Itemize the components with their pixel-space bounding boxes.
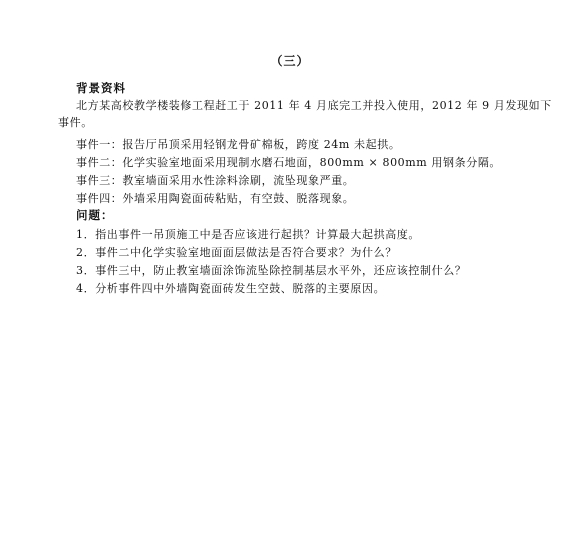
event-1: 事件一：报告厅吊顶采用轻钢龙骨矿棉板，跨度 24m 未起拱。 (76, 138, 401, 151)
event-2: 事件二：化学实验室地面采用现制水磨石地面，800mm × 800mm 用钢条分隔。 (76, 156, 502, 169)
section-title: （三） (270, 54, 310, 68)
event-3: 事件三：教室墙面采用水性涂料涂刷，流坠现象严重。 (76, 174, 355, 187)
background-heading: 背景资料 (76, 81, 126, 95)
question-4: 4．分析事件四中外墙陶瓷面砖发生空鼓、脱落的主要原因。 (76, 282, 386, 295)
event-4: 事件四：外墙采用陶瓷面砖粘贴，有空鼓、脱落现象。 (76, 192, 355, 205)
question-3: 3．事件三中，防止教室墙面涂饰流坠除控制基层水平外，还应该控制什么？ (76, 264, 467, 277)
question-2: 2．事件二中化学实验室地面面层做法是否符合要求？为什么？ (76, 246, 397, 259)
questions-heading: 问题： (76, 208, 114, 222)
question-1: 1．指出事件一吊顶施工中是否应该进行起拱？计算最大起拱高度。 (76, 228, 420, 241)
intro-paragraph: 北方某高校教学楼装修工程赶工于 2011 年 4 月底完工并投入使用，2012 年 9 月发现如下事件。 (58, 99, 552, 129)
